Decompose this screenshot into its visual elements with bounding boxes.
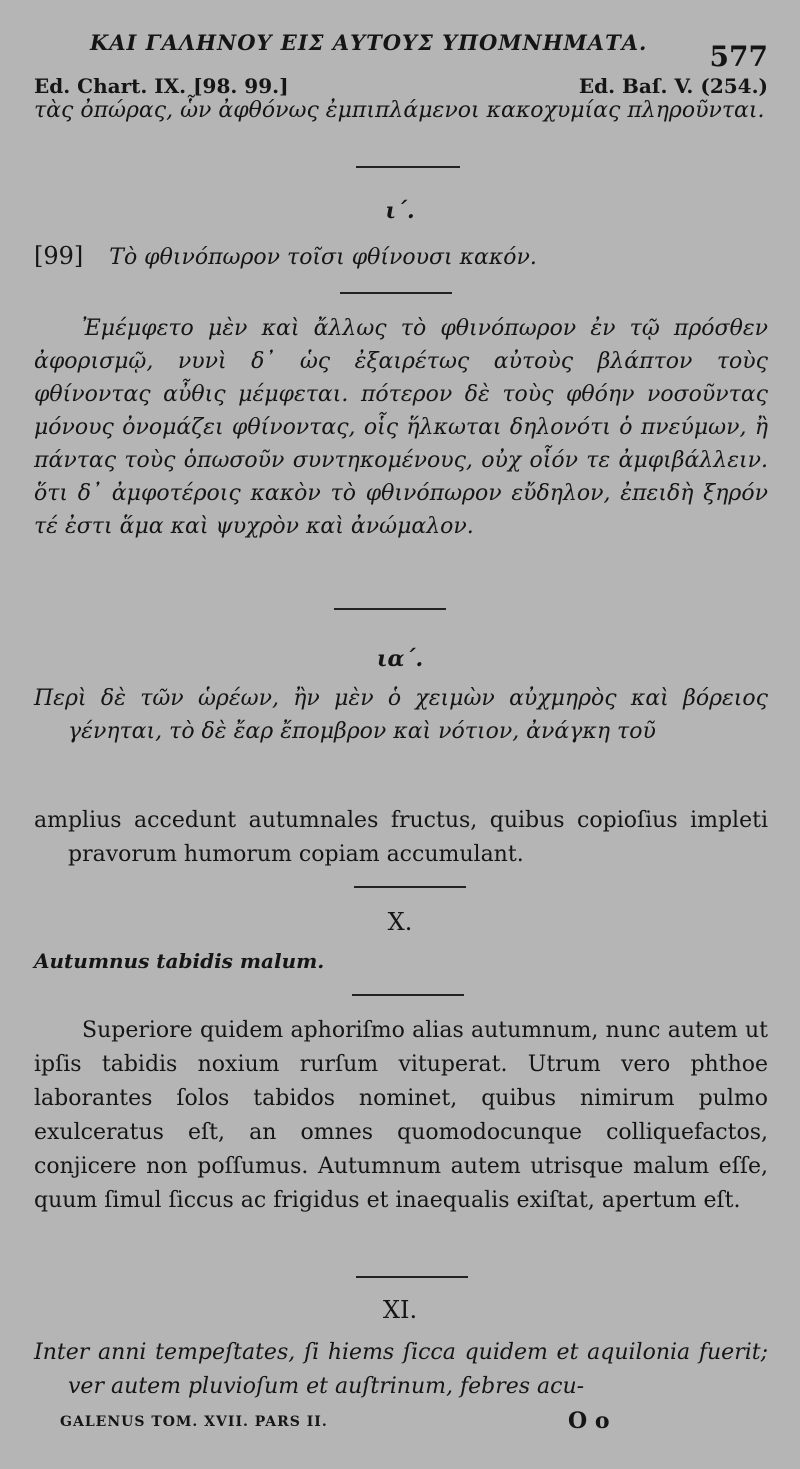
latin-aphorism-xi: Inter anni tempeſtates, ſi hiems ſicca quidem et aquilonia fuerit; ver autem pluvioſum et auſtrinum, febres acu-	[34, 1340, 768, 1399]
greek-aphorism-i	[34, 240, 768, 274]
page-number: 577	[709, 40, 768, 73]
greek-commentary-i: Ἐμέμφετο μὲν καὶ ἄλλως τὸ φθινόπωρον ἐν τῷ πρόσθεν ἀφορισμῷ, νυνὶ δ᾽ ὡς ἐξαιρέτως αὐτοὺς βλάπτον τοὺς φθίνοντας αὖθις μέμφεται. πότερον δὲ τοὺς φθόην νοσοῦντας μόνους ὀνομάζει φθίνοντας, οἷς ἥλκωται δηλονότι ὁ πνεύμων, ἢ πάντας τοὺς ὁπωσοῦν συντηκομένους, οὐχ οἷόν τε ἀμφιβάλλειν. ὅτι δ᾽ ἀμφοτέροις κακὸν τὸ φθινόπωρον εὔδηλον, ἐπειδὴ ξηρόν τέ ἐστι ἅμα καὶ ψυχρὸν καὶ ἀνώμαλον.	[34, 316, 768, 539]
edition-reference-left: Ed. Chart. IX. [98. 99.]	[34, 74, 289, 98]
latin-section-number-x: X.	[387, 908, 413, 936]
running-title: ΚΑΙ ΓΑΛΗΝΟΥ ΕΙΣ ΑΥΤΟΥΣ ΥΠΟΜΝΗΜΑΤΑ.	[90, 30, 648, 55]
latin-intro-paragraph: amplius accedunt autumnales fructus, quibus copioſius impleti pravorum humorum copiam accumulant.	[34, 808, 768, 867]
section-divider	[334, 608, 446, 610]
section-divider	[356, 1276, 468, 1278]
section-divider	[340, 292, 452, 294]
edition-reference-right: Ed. Baſ. V. (254.)	[578, 74, 768, 98]
greek-aphorism-i-text: Τὸ φθινόπωρον τοῖσι φθίνουσι κακόν.	[109, 245, 537, 270]
printer-signature: GALENUS TOM. XVII. PARS II.	[60, 1414, 328, 1430]
bracketed-page-reference: [99]	[34, 242, 84, 270]
greek-section-number-ia: ια΄.	[376, 646, 424, 672]
gathering-mark: O o	[568, 1408, 610, 1434]
latin-section-number-xi: XI.	[382, 1296, 418, 1324]
section-divider	[354, 886, 466, 888]
latin-commentary-x: Superiore quidem aphoriſmo alias autumnum, nunc autem ut ipſis tabidis noxium rurſum vituperat. Utrum vero phthoe laborantes ſolos tabidos nominet, quibus nimirum pulmo exulceratus eſt, an omnes quomodocunque colliquefactos, conjicere non poſſumus. Autumnum autem utrisque malum eſſe, quum ſimul ſiccus ac frigidus et inaequalis exiſtat, apertum eſt.	[34, 1018, 768, 1213]
greek-aphorism-ia: Περὶ δὲ τῶν ὡρέων, ἢν μὲν ὁ χειμὼν αὐχμηρὸς καὶ βόρειος γένηται, τὸ δὲ ἔαρ ἔπομβρον καὶ νότιον, ἀνάγκη τοῦ	[34, 686, 768, 744]
section-divider	[352, 994, 464, 996]
section-divider	[356, 166, 460, 168]
greek-section-number-i: ι΄.	[385, 198, 415, 224]
greek-intro-paragraph: τὰς ὀπώρας, ὧν ἀφθόνως ἐμπιπλάμενοι κακοχυμίας πληροῦνται.	[34, 98, 765, 123]
latin-aphorism-x: Autumnus tabidis malum.	[34, 949, 325, 973]
